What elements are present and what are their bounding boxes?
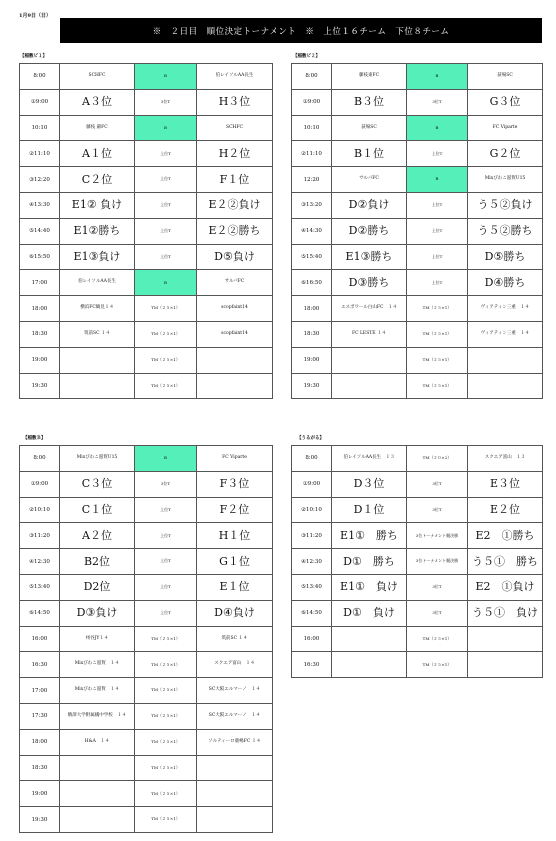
team-a-cell — [60, 755, 135, 781]
schedule-row — [292, 574, 543, 600]
schedule-table-body — [292, 64, 543, 399]
schedule-row — [20, 729, 273, 755]
team-a-cell: 伯レイソルAA長生 １３ — [332, 446, 407, 472]
time-cell: ⑤15:40 — [292, 244, 332, 270]
team-a-cell: D③勝ち — [332, 270, 407, 296]
schedule-row — [20, 115, 273, 141]
team-a-cell: A２位 — [60, 523, 135, 549]
team-b-cell: E２②勝ち — [197, 218, 273, 244]
team-b-cell: ソルティーロ鹿嶋FC １４ — [197, 729, 273, 755]
schedule-row — [20, 523, 273, 549]
team-a-cell: E1① 勝ち — [332, 523, 407, 549]
match-type-cell: TM（２５×1） — [407, 652, 468, 678]
team-a-cell: Mixびわこ滋賀 １４ — [60, 678, 135, 704]
time-cell: ②11:10 — [292, 141, 332, 167]
team-a-cell: H&A １４ — [60, 729, 135, 755]
match-type-cell: 上位T — [135, 218, 197, 244]
match-type-cell: TM（２５×1） — [407, 296, 468, 322]
team-b-cell — [197, 807, 273, 833]
schedule-row — [20, 244, 273, 270]
team-a-cell: SCHFC — [60, 64, 135, 90]
match-type-cell: B — [135, 270, 197, 296]
team-a-cell: D③負け — [60, 600, 135, 626]
time-cell: 18:00 — [20, 729, 60, 755]
schedule-row — [20, 755, 273, 781]
team-b-cell: H２位 — [197, 141, 273, 167]
schedule-row — [292, 471, 543, 497]
match-type-cell: TM（２５×1） — [135, 321, 197, 347]
team-a-cell: E1③勝ち — [332, 244, 407, 270]
section-label-3: 【稲敷Ｂ】 — [23, 436, 46, 441]
team-a-cell: D2位 — [60, 574, 135, 600]
time-cell: 18:30 — [20, 755, 60, 781]
team-a-cell: D②負け — [332, 192, 407, 218]
schedule-row — [292, 218, 543, 244]
schedule-row — [20, 192, 273, 218]
time-cell: 17:30 — [20, 703, 60, 729]
page-title: ※ ２日目 順位決定トーナメント ※ 上位１６チーム 下位８チーム — [60, 18, 542, 43]
team-a-cell: E1① 負け — [332, 574, 407, 600]
schedule-row — [20, 64, 273, 90]
team-a-cell: 駒澤大学附属橘中学校 １４ — [60, 703, 135, 729]
schedule-row — [20, 549, 273, 575]
team-b-cell: F２位 — [197, 497, 273, 523]
team-a-cell: 藤枝 錦FC — [60, 115, 135, 141]
match-type-cell: 上位T — [135, 141, 197, 167]
time-cell: ⑤14:40 — [20, 218, 60, 244]
match-type-cell: 3位トーナメント順決勝 — [407, 523, 468, 549]
team-b-cell: SC大阪エルマーノ １４ — [197, 678, 273, 704]
team-b-cell: G２位 — [468, 141, 543, 167]
time-cell: 8:00 — [292, 64, 332, 90]
time-cell: ②10:10 — [292, 497, 332, 523]
schedule-row — [20, 703, 273, 729]
section-label-1: 【稲敷ビ１】 — [20, 54, 47, 59]
match-type-cell: 3位T — [407, 471, 468, 497]
team-a-cell: E1② 負け — [60, 192, 135, 218]
match-type-cell: TM（２５×1） — [135, 703, 197, 729]
schedule-row — [292, 244, 543, 270]
team-b-cell: scopfaint14 — [197, 296, 273, 322]
match-type-cell: 上位T — [135, 574, 197, 600]
schedule-row — [20, 296, 273, 322]
schedule-row — [20, 218, 273, 244]
team-b-cell: SC大阪エルマーノ １４ — [197, 703, 273, 729]
time-cell: ④14:30 — [292, 218, 332, 244]
section-label-2: 【稲敷ビ２】 — [293, 54, 320, 59]
schedule-row — [20, 347, 273, 373]
schedule-row — [20, 321, 273, 347]
team-b-cell: サルパFC — [197, 270, 273, 296]
schedule-row — [292, 192, 543, 218]
schedule-row — [20, 678, 273, 704]
time-cell: ⑤13:40 — [20, 574, 60, 600]
team-a-cell — [332, 347, 407, 373]
match-type-cell: 上位T — [135, 244, 197, 270]
schedule-row — [20, 446, 273, 472]
schedule-table-body — [292, 446, 543, 678]
time-cell: ①9:00 — [20, 89, 60, 115]
time-cell: ⑥14:50 — [20, 600, 60, 626]
match-type-cell: 上位T — [407, 192, 468, 218]
time-cell: ④13:30 — [20, 192, 60, 218]
team-b-cell — [197, 373, 273, 399]
schedule-table-body — [20, 446, 273, 833]
team-a-cell: B１位 — [332, 141, 407, 167]
team-a-cell: A１位 — [60, 141, 135, 167]
match-type-cell: 3位T — [135, 89, 197, 115]
match-type-cell: TM（２０×2） — [407, 446, 468, 472]
match-type-cell: 3位トーナメント順決勝 — [407, 549, 468, 575]
match-type-cell: TM（２５×1） — [135, 729, 197, 755]
schedule-row — [20, 167, 273, 193]
team-b-cell: E2 ①勝ち — [468, 523, 543, 549]
team-b-cell: E２②負け — [197, 192, 273, 218]
team-b-cell: FC Viparte — [197, 446, 273, 472]
schedule-row — [292, 523, 543, 549]
team-b-cell — [468, 626, 543, 652]
team-b-cell — [197, 347, 273, 373]
schedule-table-1 — [19, 63, 273, 399]
team-b-cell: D④負け — [197, 600, 273, 626]
team-b-cell: E１位 — [197, 574, 273, 600]
team-b-cell — [197, 755, 273, 781]
team-b-cell: G３位 — [468, 89, 543, 115]
team-b-cell: FC Viparte — [468, 115, 543, 141]
team-a-cell: エスポワール白山FC １４ — [332, 296, 407, 322]
team-a-cell: A３位 — [60, 89, 135, 115]
time-cell: ①9:00 — [20, 471, 60, 497]
schedule-row — [20, 141, 273, 167]
time-cell: 18:00 — [292, 296, 332, 322]
match-type-cell: 上位T — [135, 549, 197, 575]
team-b-cell: 筑前SC １４ — [197, 626, 273, 652]
team-a-cell: 藤枝東FC — [332, 64, 407, 90]
match-type-cell: 上位T — [135, 167, 197, 193]
team-a-cell: D① 負け — [332, 600, 407, 626]
time-cell: ③12:20 — [20, 167, 60, 193]
team-a-cell: D②勝ち — [332, 218, 407, 244]
match-type-cell: TM（２５×1） — [135, 626, 197, 652]
schedule-row — [292, 64, 543, 90]
time-cell: 19:00 — [20, 347, 60, 373]
team-b-cell: E３位 — [468, 471, 543, 497]
schedule-row — [292, 141, 543, 167]
time-cell: 8:00 — [292, 446, 332, 472]
team-b-cell: H１位 — [197, 523, 273, 549]
team-b-cell: う５②負け — [468, 192, 543, 218]
schedule-row — [292, 270, 543, 296]
team-a-cell: 筑前SC １４ — [60, 321, 135, 347]
match-type-cell: TM（２５×1） — [135, 347, 197, 373]
time-cell: ④12:30 — [292, 549, 332, 575]
time-cell: 10:10 — [292, 115, 332, 141]
time-cell: 10:10 — [20, 115, 60, 141]
match-type-cell: B — [135, 446, 197, 472]
team-b-cell — [468, 347, 543, 373]
team-b-cell: F３位 — [197, 471, 273, 497]
schedule-table-4 — [291, 445, 543, 678]
team-b-cell — [468, 652, 543, 678]
schedule-table-3 — [19, 445, 273, 833]
schedule-row — [292, 347, 543, 373]
team-b-cell: ヴィアティン三重 １４ — [468, 296, 543, 322]
section-label-4: 【うるがる】 — [297, 436, 324, 441]
match-type-cell: TM（２５×1） — [135, 678, 197, 704]
team-a-cell — [332, 626, 407, 652]
team-a-cell: D１位 — [332, 497, 407, 523]
team-a-cell: D① 勝ち — [332, 549, 407, 575]
match-type-cell: TM（２５×1） — [135, 755, 197, 781]
team-b-cell — [197, 781, 273, 807]
match-type-cell: TM（２５×1） — [135, 781, 197, 807]
match-type-cell: TM（２５×1） — [135, 373, 197, 399]
team-b-cell: H３位 — [197, 89, 273, 115]
match-type-cell: 上位T — [135, 497, 197, 523]
team-a-cell: Mixびわこ滋賀U15 — [60, 446, 135, 472]
schedule-row — [20, 781, 273, 807]
time-cell: 19:30 — [20, 807, 60, 833]
match-type-cell: TM（２５×1） — [407, 321, 468, 347]
time-cell: ⑤13:40 — [292, 574, 332, 600]
team-a-cell: 荻場SC — [332, 115, 407, 141]
match-type-cell: B — [407, 115, 468, 141]
team-a-cell: B３位 — [332, 89, 407, 115]
schedule-row — [20, 574, 273, 600]
team-a-cell: C３位 — [60, 471, 135, 497]
time-cell: ②11:10 — [20, 141, 60, 167]
match-type-cell: 3位T — [407, 574, 468, 600]
time-cell: 17:00 — [20, 678, 60, 704]
schedule-row — [20, 471, 273, 497]
match-type-cell: TM（２５×1） — [135, 807, 197, 833]
time-cell: 16:00 — [292, 626, 332, 652]
team-a-cell: E1②勝ち — [60, 218, 135, 244]
team-b-cell: う５① 負け — [468, 600, 543, 626]
time-cell: ③11:20 — [20, 523, 60, 549]
schedule-row — [20, 89, 273, 115]
team-b-cell: E2 ①負け — [468, 574, 543, 600]
time-cell: ②10:10 — [20, 497, 60, 523]
time-cell: 16:00 — [20, 626, 60, 652]
match-type-cell: TM（２５×1） — [407, 347, 468, 373]
team-b-cell — [468, 373, 543, 399]
schedule-row — [20, 497, 273, 523]
time-cell: ⑥15:50 — [20, 244, 60, 270]
match-type-cell: TM（２５×1） — [407, 373, 468, 399]
team-b-cell: 伯レイソルAA長生 — [197, 64, 273, 90]
schedule-row — [20, 652, 273, 678]
match-type-cell: 3位T — [407, 89, 468, 115]
time-cell: ①9:00 — [292, 471, 332, 497]
match-type-cell: 上位T — [135, 600, 197, 626]
schedule-row — [292, 115, 543, 141]
time-cell: ⑥16:50 — [292, 270, 332, 296]
team-b-cell: F１位 — [197, 167, 273, 193]
schedule-row — [292, 373, 543, 399]
team-a-cell: Mixびわこ滋賀 １４ — [60, 652, 135, 678]
team-b-cell: う５②勝ち — [468, 218, 543, 244]
match-type-cell: TM（２５×1） — [407, 626, 468, 652]
team-b-cell: D⑤勝ち — [468, 244, 543, 270]
time-cell: ④12:30 — [20, 549, 60, 575]
team-a-cell — [60, 347, 135, 373]
team-b-cell: スクエア富山 １４ — [197, 652, 273, 678]
team-b-cell: D④勝ち — [468, 270, 543, 296]
match-type-cell: 3位T — [407, 497, 468, 523]
time-cell: 18:30 — [20, 321, 60, 347]
match-type-cell: TM（２５×1） — [135, 652, 197, 678]
team-a-cell: E1③負け — [60, 244, 135, 270]
schedule-table-body — [20, 64, 273, 399]
team-b-cell: G１位 — [197, 549, 273, 575]
match-type-cell: TM（２５×1） — [135, 296, 197, 322]
team-b-cell: スクエア富山 １３ — [468, 446, 543, 472]
time-cell: 17:00 — [20, 270, 60, 296]
schedule-row — [292, 89, 543, 115]
time-cell: 18:30 — [292, 321, 332, 347]
time-cell: 16:30 — [292, 652, 332, 678]
time-cell: ⑥14:50 — [292, 600, 332, 626]
team-a-cell: 横浜FC鶴見１４ — [60, 296, 135, 322]
time-cell: ③11:20 — [292, 523, 332, 549]
schedule-row — [292, 167, 543, 193]
match-type-cell: 3位T — [135, 471, 197, 497]
match-type-cell: 上位T — [407, 218, 468, 244]
team-a-cell: 州谷JY１４ — [60, 626, 135, 652]
team-a-cell: C２位 — [60, 167, 135, 193]
schedule-row — [292, 549, 543, 575]
team-b-cell: SCHFC — [197, 115, 273, 141]
schedule-table-2 — [291, 63, 543, 399]
schedule-row — [20, 626, 273, 652]
match-type-cell: 3位T — [407, 600, 468, 626]
team-a-cell — [60, 807, 135, 833]
schedule-row — [292, 321, 543, 347]
match-type-cell: B — [407, 167, 468, 193]
team-a-cell: 伯レイソルAA長生 — [60, 270, 135, 296]
time-cell: 18:00 — [20, 296, 60, 322]
schedule-row — [292, 600, 543, 626]
team-b-cell: 荻場SC — [468, 64, 543, 90]
team-b-cell: う５① 勝ち — [468, 549, 543, 575]
team-a-cell: FC LESTE １４ — [332, 321, 407, 347]
schedule-row — [292, 296, 543, 322]
team-a-cell — [332, 652, 407, 678]
match-type-cell: B — [135, 64, 197, 90]
date-label: 1月9日（日） — [19, 13, 51, 19]
team-a-cell — [60, 373, 135, 399]
time-cell: 16:30 — [20, 652, 60, 678]
team-a-cell: D３位 — [332, 471, 407, 497]
time-cell: 8:00 — [20, 64, 60, 90]
schedule-row — [20, 373, 273, 399]
schedule-row — [292, 626, 543, 652]
team-b-cell: Mixびわこ滋賀U15 — [468, 167, 543, 193]
match-type-cell: 上位T — [407, 244, 468, 270]
team-b-cell: ヴィアティン三重 １４ — [468, 321, 543, 347]
schedule-row — [20, 807, 273, 833]
time-cell: 12:20 — [292, 167, 332, 193]
time-cell: ③13:20 — [292, 192, 332, 218]
schedule-row — [292, 497, 543, 523]
team-a-cell — [332, 373, 407, 399]
time-cell: 19:30 — [292, 373, 332, 399]
team-b-cell: D⑤負け — [197, 244, 273, 270]
time-cell: ①9:00 — [292, 89, 332, 115]
team-a-cell — [60, 781, 135, 807]
team-a-cell: B2位 — [60, 549, 135, 575]
team-b-cell: scopfaint14 — [197, 321, 273, 347]
match-type-cell: 上位T — [135, 192, 197, 218]
schedule-row — [292, 652, 543, 678]
schedule-row — [292, 446, 543, 472]
match-type-cell: 上位T — [135, 523, 197, 549]
time-cell: 19:00 — [20, 781, 60, 807]
match-type-cell: B — [135, 115, 197, 141]
schedule-row — [20, 270, 273, 296]
time-cell: 8:00 — [20, 446, 60, 472]
match-type-cell: 上位T — [407, 141, 468, 167]
match-type-cell: 上位T — [407, 270, 468, 296]
time-cell: 19:30 — [20, 373, 60, 399]
team-a-cell: C１位 — [60, 497, 135, 523]
time-cell: 19:00 — [292, 347, 332, 373]
schedule-row — [20, 600, 273, 626]
match-type-cell: B — [407, 64, 468, 90]
team-b-cell: E２位 — [468, 497, 543, 523]
team-a-cell: サルパFC — [332, 167, 407, 193]
